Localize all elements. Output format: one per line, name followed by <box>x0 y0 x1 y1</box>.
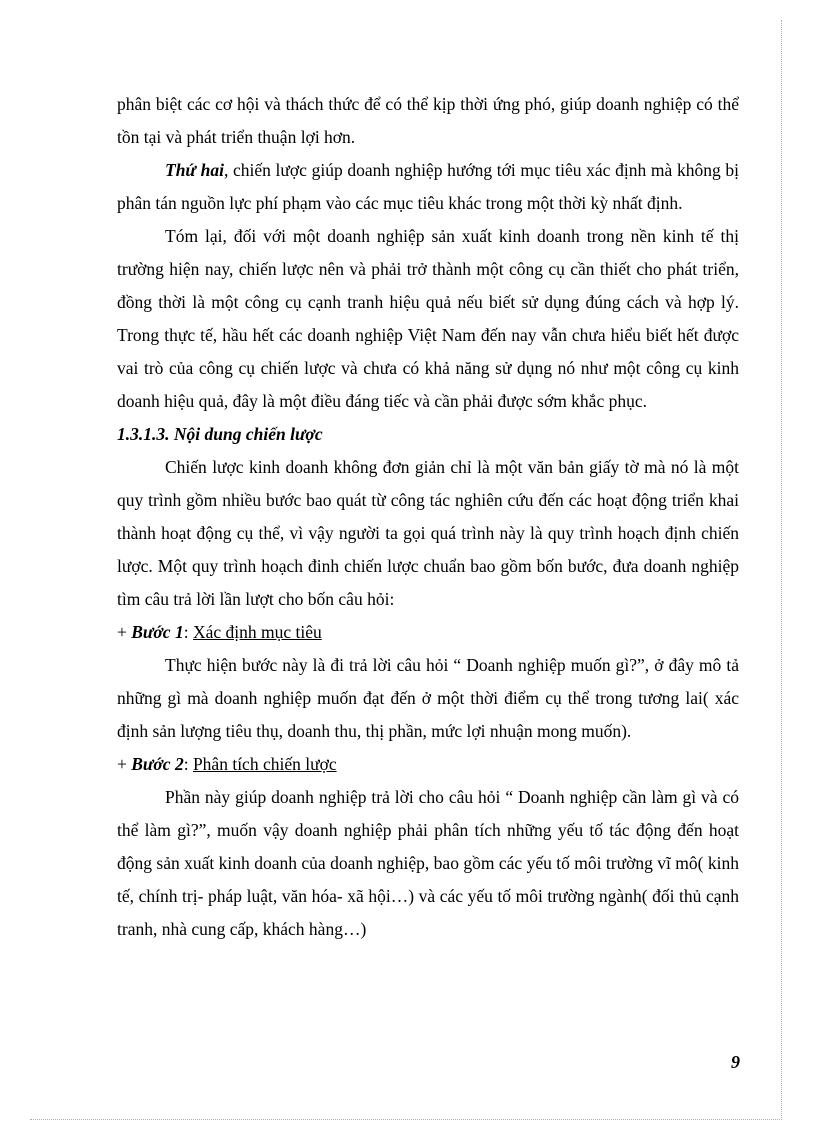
emphasis-thu-hai: Thứ hai <box>165 160 224 180</box>
paragraph-second-role <box>117 154 739 220</box>
step-1-heading <box>117 616 739 649</box>
page-number: 9 <box>731 1052 740 1072</box>
step-2-heading <box>117 748 739 781</box>
step-separator: : <box>183 622 193 642</box>
paragraph-strategy-content: Chiến lược kinh doanh không đơn giản chỉ là một văn bản giấy tờ mà nó là một quy trình gồm nhiều bước bao quát từ công tác nghiên cứu đến các hoạt động triển khai thành hoạt động cụ thể, vì vậy người ta gọi quá trình này là quy trình hoạch định chiến lược. Một quy trình hoạch đinh chiến lược chuẩn bao gồm bốn bước, đưa doanh nghiệp tìm câu trả lời lần lượt cho bốn câu hỏi: <box>117 457 739 609</box>
step-label: Bước 1 <box>131 622 184 642</box>
document-body <box>117 88 739 946</box>
paragraph-continuation: phân biệt các cơ hội và thách thức để có thể kịp thời ứng phó, giúp doanh nghiệp có thể tồn tại và phát triển thuận lợi hơn. <box>117 94 739 147</box>
paragraph-summary: Tóm lại, đối với một doanh nghiệp sản xuất kinh doanh trong nền kinh tế thị trường hiện nay, chiến lược nên và phải trở thành một công cụ cần thiết cho phát triển, đồng thời là một công cụ cạnh tranh hiệu quả nếu biết sử dụng đúng cách và hợp lý. Trong thực tế, hầu hết các doanh nghiệp Việt Nam đến nay vẫn chưa hiểu biết hết được vai trò của công cụ chiến lược và chưa có khả năng sử dụng nó như một công cụ kinh doanh hiệu quả, đây là một điều đáng tiếc và cần phải được sớm khắc phục. <box>117 226 739 411</box>
step-prefix: + <box>117 622 132 642</box>
paragraph-step-1: Thực hiện bước này là đi trả lời câu hỏi “ Doanh nghiệp muốn gì?”, ở đây mô tả những gì mà doanh nghiệp muốn đạt đến ở một thời điểm cụ thể trong tương lai( xác định sản lượng tiêu thụ, doanh thu, thị phần, mức lợi nhuận mong muốn). <box>117 655 739 741</box>
paragraph-text: , chiến lược giúp doanh nghiệp hướng tới mục tiêu xác định mà không bị phân tán nguồn lực phí phạm vào các mục tiêu khác trong một thời kỳ nhất định. <box>117 160 739 213</box>
step-title: Xác định mục tiêu <box>192 622 322 642</box>
section-heading: 1.3.1.3. Nội dung chiến lược <box>117 424 323 444</box>
step-title: Phân tích chiến lược <box>192 754 337 774</box>
step-label: Bước 2 <box>131 754 184 774</box>
paragraph-step-2: Phần này giúp doanh nghiệp trả lời cho câu hỏi “ Doanh nghiệp cần làm gì và có thể làm gì?”, muốn vậy doanh nghiệp phải phân tích những yếu tố tác động đến hoạt động sản xuất kinh doanh của doanh nghiệp, bao gồm các yếu tố môi trường vĩ mô( kinh tế, chính trị- pháp luật, văn hóa- xã hội…) và các yếu tố môi trường ngành( đối thủ cạnh tranh, nhà cung cấp, khách hàng…) <box>117 787 739 939</box>
step-prefix: + <box>117 754 132 774</box>
step-separator: : <box>183 754 193 774</box>
